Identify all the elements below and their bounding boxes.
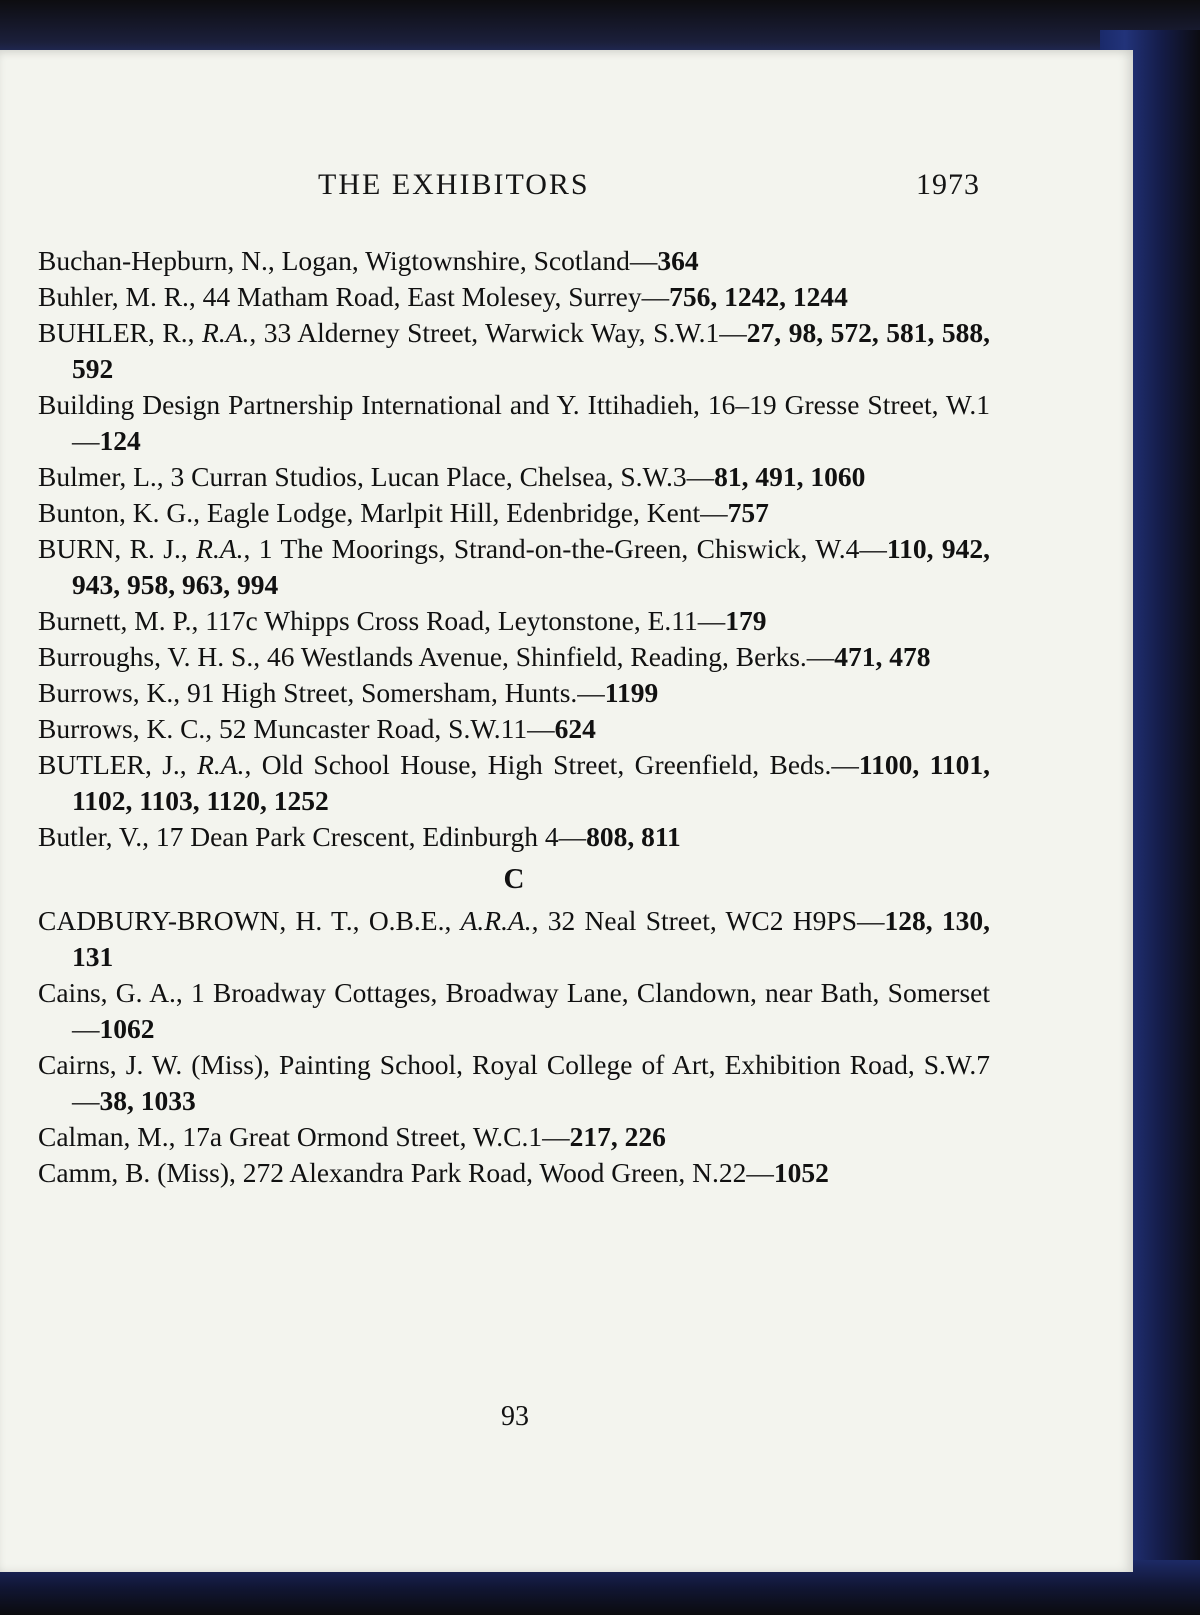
- exhibit-numbers: 757: [727, 497, 769, 528]
- entry-text: Camm, B. (Miss), 272 Alexandra Park Road, Wood Green, N.22—: [38, 1157, 774, 1188]
- entry-distinction: R.A.: [202, 317, 250, 348]
- exhibitor-entry: [38, 1155, 990, 1191]
- exhibitor-entry: [38, 315, 990, 387]
- entry-text: Building Design Partnership International and Y. Ittihadieh, 16–19 Gresse Street, W.1—: [38, 389, 990, 456]
- entry-address: , 1 The Moorings, Strand-on-the-Green, Chiswick, W.4—: [243, 533, 887, 564]
- entry-text: Burrows, K., 91 High Street, Somersham, Hunts.—: [38, 677, 605, 708]
- exhibitor-entry: [38, 603, 990, 639]
- exhibit-numbers: 624: [554, 713, 596, 744]
- exhibit-numbers: 179: [725, 605, 767, 636]
- exhibitor-entry: [38, 747, 990, 819]
- entry-text: Cains, G. A., 1 Broadway Cottages, Broadway Lane, Clandown, near Bath, Somerset—: [38, 977, 990, 1044]
- exhibit-numbers: 1062: [99, 1013, 155, 1044]
- exhibit-numbers: 27, 98, 572, 581, 588, 592: [72, 317, 990, 384]
- exhibitor-entry: [38, 819, 990, 855]
- exhibit-numbers: 110, 942, 943, 958, 963, 994: [72, 533, 991, 600]
- entry-text: Butler, V., 17 Dean Park Crescent, Edinburgh 4—: [38, 821, 587, 852]
- page-year: 1973: [916, 168, 980, 201]
- exhibitor-entry: [38, 903, 990, 975]
- entry-distinction: R.A.: [196, 533, 244, 564]
- exhibit-numbers: 756, 1242, 1244: [669, 281, 848, 312]
- entry-text: Burnett, M. P., 117c Whipps Cross Road, Leytonstone, E.11—: [38, 605, 726, 636]
- entry-text: Bunton, K. G., Eagle Lodge, Marlpit Hill, Edenbridge, Kent—: [38, 497, 728, 528]
- entry-text: Buchan-Hepburn, N., Logan, Wigtownshire, Scotland—: [38, 245, 658, 276]
- exhibitor-list: [38, 243, 990, 1191]
- exhibit-numbers: 38, 1033: [99, 1085, 196, 1116]
- entry-address: , 33 Alderney Street, Warwick Way, S.W.1—: [249, 317, 747, 348]
- exhibit-numbers: 364: [657, 245, 699, 276]
- entry-name: BUTLER, J.,: [38, 749, 198, 780]
- book-page: [0, 50, 1133, 1572]
- exhibitor-entry: [38, 675, 990, 711]
- exhibit-numbers: 471, 478: [834, 641, 931, 672]
- exhibitor-entry: [38, 459, 990, 495]
- exhibit-numbers: 128, 130, 131: [72, 905, 991, 972]
- entry-distinction: A.R.A.: [460, 905, 532, 936]
- page-title: THE EXHIBITORS: [318, 168, 590, 201]
- entry-distinction: R.A.: [197, 749, 245, 780]
- exhibit-numbers: 1199: [604, 677, 659, 708]
- exhibit-numbers: 808, 811: [586, 821, 681, 852]
- exhibitor-entry: [38, 711, 990, 747]
- exhibitor-entry: [38, 243, 990, 279]
- entry-text: Bulmer, L., 3 Curran Studios, Lucan Place, Chelsea, S.W.3—: [38, 461, 715, 492]
- exhibitor-entry: [38, 975, 990, 1047]
- entry-text: Burroughs, V. H. S., 46 Westlands Avenue, Shinfield, Reading, Berks.—: [38, 641, 835, 672]
- entry-address: , 32 Neal Street, WC2 H9PS—: [531, 905, 885, 936]
- entry-name: BURN, R. J.,: [38, 533, 197, 564]
- entry-text: Calman, M., 17a Great Ormond Street, W.C.1—: [38, 1121, 570, 1152]
- exhibitor-entry: [38, 531, 990, 603]
- exhibitor-entry: [38, 387, 990, 459]
- exhibit-numbers: 1052: [773, 1157, 829, 1188]
- entry-text: Cairns, J. W. (Miss), Painting School, Royal College of Art, Exhibition Road, S.W.7—: [38, 1049, 990, 1116]
- page-number: 93: [501, 1401, 529, 1432]
- exhibit-numbers: 81, 491, 1060: [714, 461, 866, 492]
- exhibit-numbers: 1100, 1101, 1102, 1103, 1120, 1252: [72, 749, 990, 816]
- exhibitor-entry: [38, 1047, 990, 1119]
- section-letter-heading: C: [503, 863, 525, 895]
- exhibitor-entry: [38, 279, 990, 315]
- entry-address: , Old School House, High Street, Greenfield, Beds.—: [244, 749, 859, 780]
- exhibit-numbers: 124: [99, 425, 141, 456]
- exhibitor-entry: [38, 639, 990, 675]
- entry-name: CADBURY-BROWN, H. T., O.B.E.,: [38, 905, 461, 936]
- entry-text: Buhler, M. R., 44 Matham Road, East Molesey, Surrey—: [38, 281, 670, 312]
- exhibitor-entry: [38, 495, 990, 531]
- exhibitor-entry: [38, 1119, 990, 1155]
- entry-name: BUHLER, R.,: [38, 317, 203, 348]
- exhibit-numbers: 217, 226: [569, 1121, 666, 1152]
- entry-text: Burrows, K. C., 52 Muncaster Road, S.W.11—: [38, 713, 555, 744]
